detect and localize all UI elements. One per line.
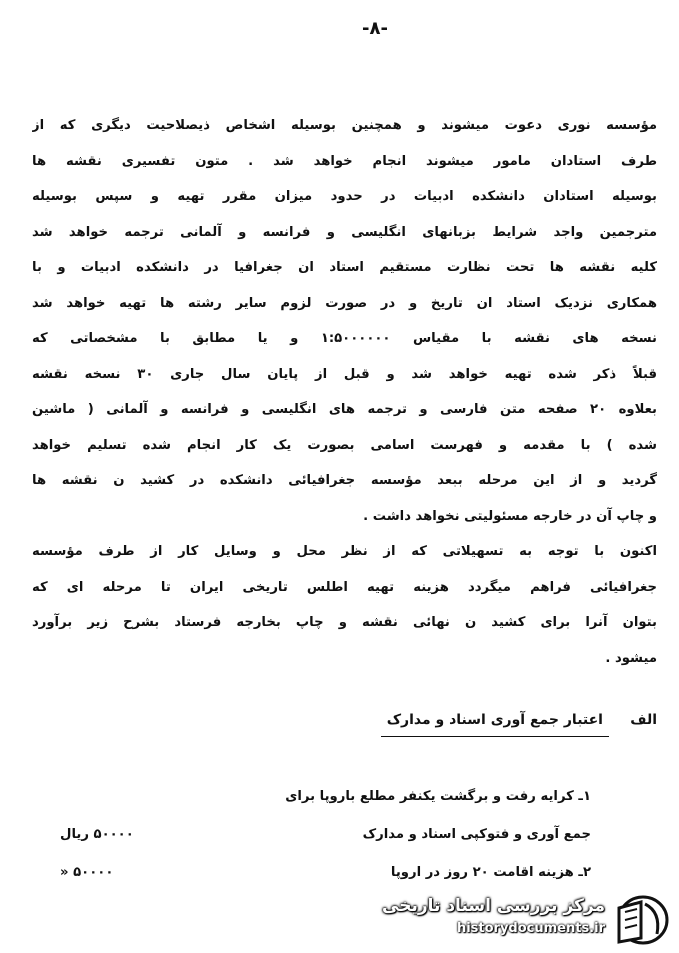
cost-items-list [20,778,591,892]
watermark-logo [382,890,669,950]
text-line: بوسیله استادان دانشکده ادبیات در حدود میزان مقرر تهیه و سپس بوسیله [32,189,657,204]
cost-item-text: جمع آوری و فتوکپی اسناد و مدارک [362,827,591,842]
section-heading [297,712,657,737]
cost-item [20,778,591,816]
cost-item [20,854,591,892]
text-line: بتوان آنرا برای کشید ن نهائی نقشه و چاپ بخارجه فرستاد بشرح زیر برآورد [32,615,657,630]
text-line: بعلاوه ۲۰ صفحه متن فارسی و ترجمه های انگلیسی و فرانسه و آلمانی ( ماشین [32,402,657,417]
text-line: نسخه های نقشه با مقیاس ۱:۵۰۰۰۰۰۰ و یا مطابق با مشخصاتی که [32,331,657,346]
text-line: طرف استادان مامور میشوند انجام خواهد شد . متون تفسیری نقشه ها [32,153,657,169]
text-line: مترجمین واجد شرایط بزبانهای انگلیسی و فرانسه و آلمانی ترجمه خواهد شد [32,224,657,240]
book-emblem-icon [611,894,669,946]
cost-item-text: ۲ـ هزینه اقامت ۲۰ روز در اروپا [390,865,591,880]
body-paragraph [32,108,657,676]
text-line: اکنون با توجه به تسهیلاتی که از نظر محل و وسایل کار از طرف مؤسسه [32,544,657,559]
cost-item-amount: ۵۰۰۰۰ ریال [60,827,134,842]
cost-item-text: ۱ـ کرایه رفت و برگشت یکنفر مطلع باروپا برای [285,789,591,804]
watermark-title: مرکز بررسی اسناد تاریخی [382,896,605,916]
text-line: گردید و از این مرحله ببعد مؤسسه جغرافیائی دانشکده در کشید ن نقشه ها [32,473,657,488]
text-line: مؤسسه نوری دعوت میشوند و همچنین بوسیله اشخاص ذیصلاحیت دیگری که از [32,118,657,133]
text-line: و چاپ آن در خارجه مسئولیتی نخواهد داشت . [363,508,657,524]
text-line: همکاری نزدیک استاد ان تاریخ و در صورت لزوم سایر رشته ها تهیه خواهد شد [32,295,657,311]
cost-item [20,816,591,854]
text-line: کلیه نقشه ها تحت نظارت مستقیم استاد ان جغرافیا در دانشکده ادبیات و با [32,260,657,275]
section-letter: الف [630,712,657,728]
text-line: قبلاً ذکر شده تهیه خواهد شد و قبل از پایان سال جاری ۳۰ نسخه نقشه [32,366,657,382]
cost-item-amount: ۵۰۰۰۰ « [60,865,114,880]
page-number: -۸- [362,18,388,39]
text-line: جغرافیائی فراهم میگردد هزینه تهیه اطلس تاریخی ایران تا مرحله ای که [32,579,657,595]
text-line: میشود . [605,650,657,666]
watermark-site: historydocuments.ir [456,921,605,936]
section-title: اعتبار جمع آوری اسناد و مدارک [381,712,609,737]
text-line: شده ) با مقدمه و فهرست اسامی بصورت یک کار انجام شده تسلیم خواهد [32,437,657,453]
